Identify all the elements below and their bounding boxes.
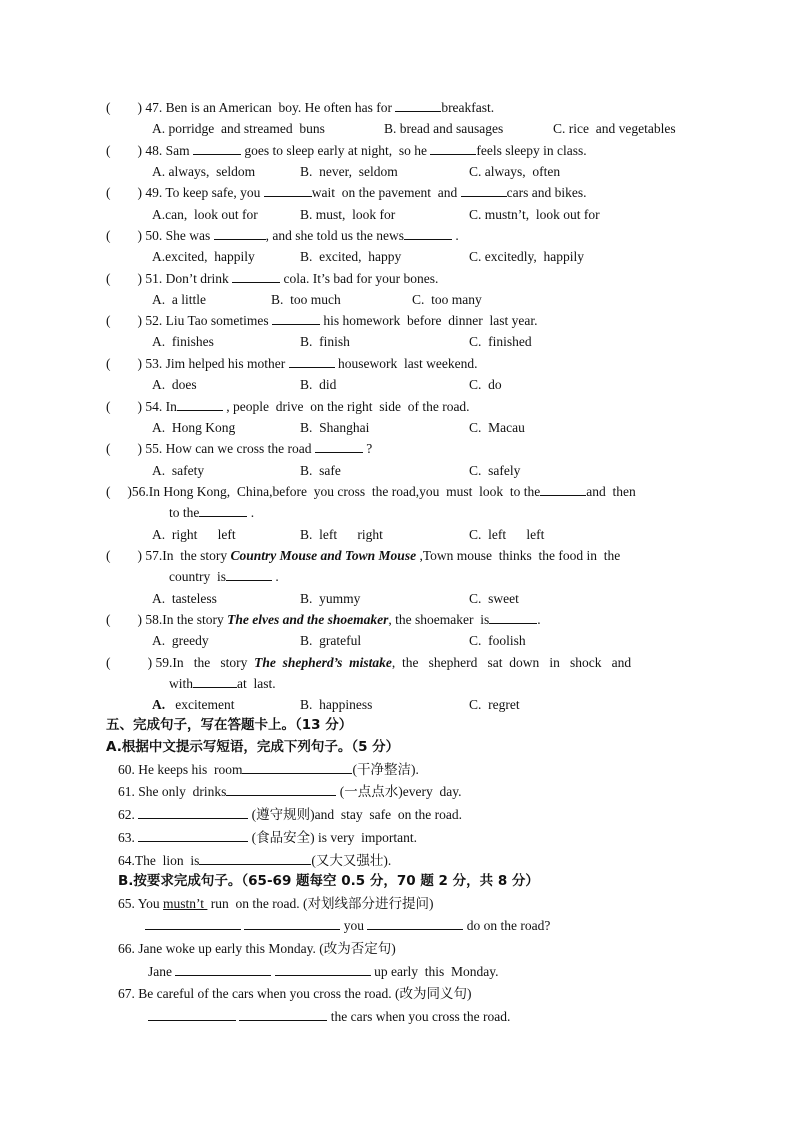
- question-66: 66. Jane woke up early this Monday. (改为否定句): [118, 941, 396, 956]
- answer-blank[interactable]: [264, 184, 312, 197]
- answer-blank[interactable]: [289, 355, 335, 368]
- option-a[interactable]: A. always, seldom: [152, 164, 256, 179]
- question-61: 61. She only drinks (一点点水)every day.: [118, 784, 462, 799]
- question-56: ( )56.In Hong Kong, China,before you cross the road,you must look to the and then: [106, 484, 636, 499]
- option-b[interactable]: B. happiness: [300, 697, 373, 712]
- option-a[interactable]: A. tasteless: [152, 591, 217, 606]
- story-title: The shepherd’s mistake: [254, 655, 392, 670]
- option-c[interactable]: C. foolish: [469, 633, 526, 648]
- answer-blank[interactable]: [226, 568, 272, 581]
- option-a[interactable]: A. safety: [152, 463, 205, 478]
- option-a[interactable]: A.can, look out for: [152, 207, 258, 222]
- answer-blank[interactable]: [315, 440, 363, 453]
- answer-blank[interactable]: [177, 398, 223, 411]
- question-66-answer: Jane up early this Monday.: [148, 964, 499, 979]
- option-c[interactable]: C. rice and vegetables: [553, 121, 676, 136]
- answer-blank[interactable]: [232, 270, 280, 283]
- question-54: ( ) 54. In , people drive on the right side of the road.: [106, 399, 470, 414]
- subsection-a-heading: A.根据中文提示写短语，完成下列句子。（5 分）: [106, 739, 400, 755]
- option-b[interactable]: B. finish: [300, 334, 350, 349]
- option-b[interactable]: B. yummy: [300, 591, 361, 606]
- question-48: ( ) 48. Sam goes to sleep early at night, so he feels sleepy in class.: [106, 143, 587, 158]
- option-c[interactable]: C. finished: [469, 334, 532, 349]
- question-62: 62. (遵守规则)and stay safe on the road.: [118, 807, 462, 822]
- answer-blank[interactable]: [226, 783, 336, 796]
- option-a[interactable]: A. Hong Kong: [152, 420, 236, 435]
- option-b[interactable]: B. must, look for: [300, 207, 396, 222]
- question-57-cont: country is .: [169, 569, 279, 584]
- option-b[interactable]: B. never, seldom: [300, 164, 398, 179]
- answer-blank[interactable]: [193, 142, 241, 155]
- option-a[interactable]: A. porridge and streamed buns: [152, 121, 325, 136]
- question-63: 63. (食品安全) is very important.: [118, 830, 417, 845]
- question-59-cont: with at last.: [169, 676, 276, 691]
- option-a[interactable]: A. a little: [152, 292, 206, 307]
- question-56-cont: to the .: [169, 505, 255, 520]
- option-c[interactable]: C. safely: [469, 463, 521, 478]
- answer-blank[interactable]: [239, 1008, 327, 1021]
- option-c[interactable]: C. mustn’t, look out for: [469, 207, 600, 222]
- question-65-answer: you do on the road?: [145, 917, 550, 935]
- question-55: ( ) 55. How can we cross the road ?: [106, 441, 373, 456]
- answer-blank[interactable]: [242, 761, 352, 774]
- question-47: ( ) 47. Ben is an American boy. He often has for breakfast.: [106, 100, 495, 115]
- question-60: 60. He keeps his room (干净整洁).: [118, 762, 419, 777]
- option-b[interactable]: B. excited, happy: [300, 249, 402, 264]
- option-a[interactable]: A. does: [152, 377, 197, 392]
- question-51: ( ) 51. Don’t drink cola. It’s bad for your bones.: [106, 271, 439, 286]
- option-b[interactable]: B. Shanghai: [300, 420, 370, 435]
- answer-blank[interactable]: [275, 963, 371, 976]
- option-c[interactable]: C. regret: [469, 697, 520, 712]
- option-c[interactable]: C. do: [469, 377, 502, 392]
- question-59: ( ) 59.In the story The shepherd’s mistake, the shepherd sat down in shock and: [106, 655, 632, 670]
- answer-blank[interactable]: [461, 184, 507, 197]
- story-title: The elves and the shoemaker: [227, 612, 389, 627]
- option-b[interactable]: B. bread and sausages: [384, 121, 504, 136]
- question-67: 67. Be careful of the cars when you cross the road. (改为同义句): [118, 986, 472, 1001]
- answer-blank[interactable]: [272, 312, 320, 325]
- section-heading: 五、完成句子，写在答题卡上。（13 分）: [106, 717, 353, 733]
- option-c[interactable]: C. left left: [469, 527, 545, 542]
- answer-blank[interactable]: [430, 142, 476, 155]
- answer-blank[interactable]: [404, 227, 452, 240]
- answer-blank[interactable]: [395, 99, 441, 112]
- answer-blank[interactable]: [244, 917, 340, 930]
- underlined-part: mustn’t: [163, 896, 208, 911]
- answer-blank[interactable]: [138, 806, 248, 819]
- subsection-b-heading: B.按要求完成句子。（65-69 题每空 0.5 分，70 题 2 分，共 8 分）: [118, 873, 539, 889]
- question-58: ( ) 58.In the story The elves and the shoemaker, the shoemaker is .: [106, 612, 541, 627]
- option-c[interactable]: C. too many: [412, 292, 482, 307]
- answer-blank[interactable]: [540, 483, 586, 496]
- option-a[interactable]: A. right left: [152, 527, 236, 542]
- story-title: Country Mouse and Town Mouse: [230, 548, 417, 563]
- answer-blank[interactable]: [199, 504, 247, 517]
- answer-blank[interactable]: [145, 917, 241, 930]
- option-b[interactable]: B. too much: [271, 292, 341, 307]
- answer-blank[interactable]: [193, 675, 237, 688]
- answer-blank[interactable]: [138, 829, 248, 842]
- option-b[interactable]: B. left right: [300, 527, 383, 542]
- question-52: ( ) 52. Liu Tao sometimes his homework before dinner last year.: [106, 313, 538, 328]
- option-b[interactable]: B. grateful: [300, 633, 362, 648]
- option-a[interactable]: A. finishes: [152, 334, 214, 349]
- option-c[interactable]: C. excitedly, happily: [469, 249, 584, 264]
- question-67-answer: the cars when you cross the road.: [148, 1008, 510, 1026]
- option-b[interactable]: B. did: [300, 377, 337, 392]
- answer-blank[interactable]: [489, 611, 537, 624]
- option-b[interactable]: B. safe: [300, 463, 341, 478]
- answer-blank[interactable]: [148, 1008, 236, 1021]
- question-53: ( ) 53. Jim helped his mother housework last weekend.: [106, 356, 478, 371]
- option-a[interactable]: A. greedy: [152, 633, 209, 648]
- question-64: 64.The lion is (又大又强壮).: [118, 853, 392, 868]
- option-a[interactable]: A. excitement: [152, 697, 235, 712]
- answer-blank[interactable]: [367, 917, 463, 930]
- question-50: ( ) 50. She was , and she told us the news .: [106, 228, 459, 243]
- question-49: ( ) 49. To keep safe, you wait on the pavement and cars and bikes.: [106, 185, 587, 200]
- question-57: ( ) 57.In the story Country Mouse and Town Mouse ,Town mouse thinks the food in the: [106, 548, 621, 563]
- option-a[interactable]: A.excited, happily: [152, 249, 255, 264]
- answer-blank[interactable]: [214, 227, 266, 240]
- option-c[interactable]: C. sweet: [469, 591, 519, 606]
- option-c[interactable]: C. always, often: [469, 164, 561, 179]
- answer-blank[interactable]: [199, 852, 311, 865]
- answer-paren: ( ): [106, 100, 142, 115]
- question-65: 65. You mustn’t run on the road. (对划线部分进行提问): [118, 896, 434, 911]
- option-c[interactable]: C. Macau: [469, 420, 525, 435]
- answer-blank[interactable]: [175, 963, 271, 976]
